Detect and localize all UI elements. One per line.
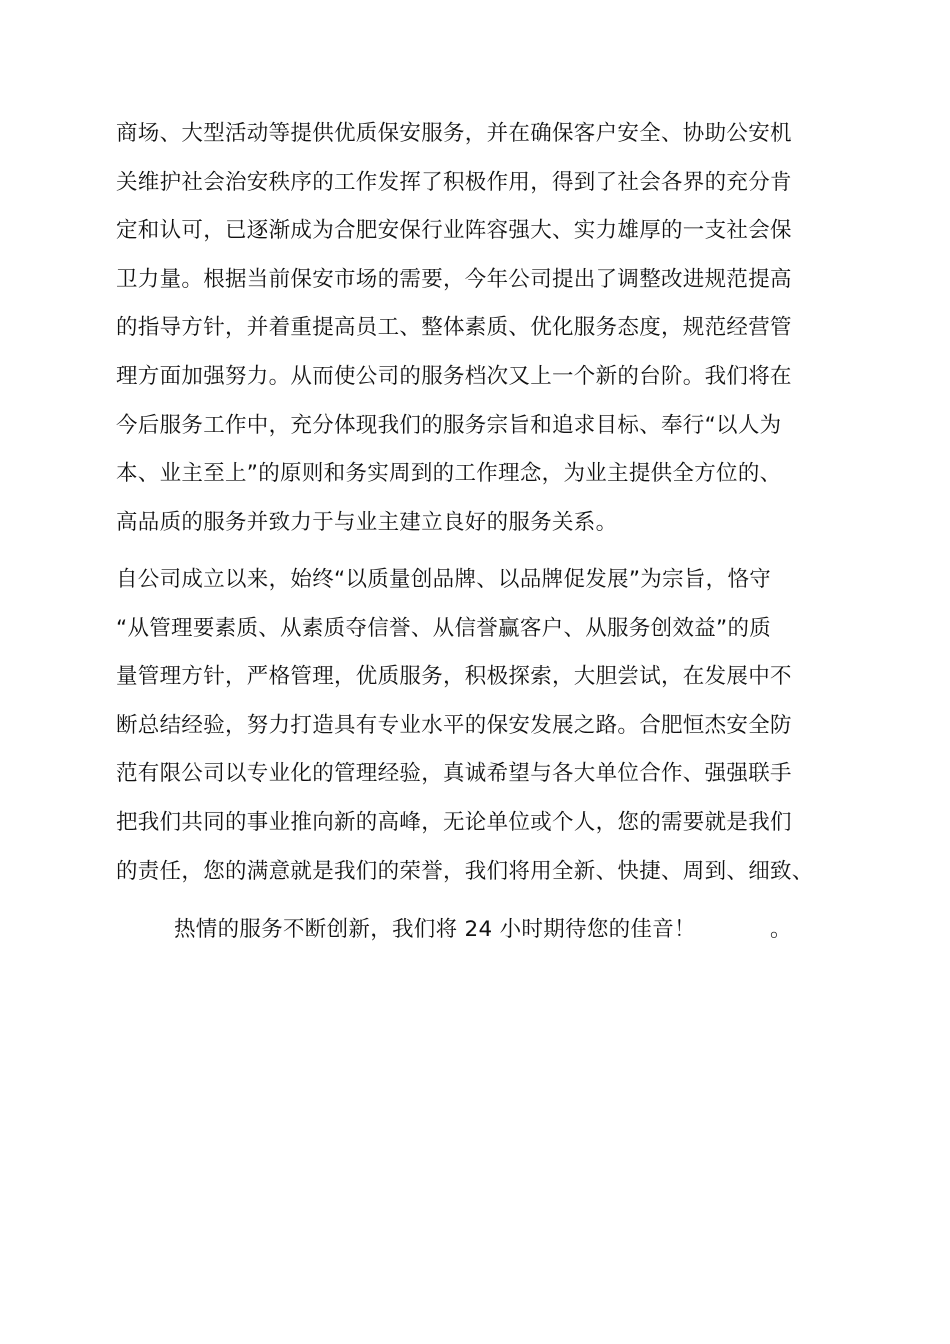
trailing-mark: 。	[770, 917, 792, 942]
paragraph-line: 本、业主至上”的原则和务实周到的工作理念，为业主提供全方位的、	[116, 461, 782, 487]
paragraph-company-services	[116, 110, 856, 547]
paragraph-company-mission	[116, 556, 856, 896]
paragraph-line: 量管理方针，严格管理，优质服务，积极探索，大胆尝试，在发展中不	[116, 664, 792, 690]
paragraph-line: 高品质的服务并致力于与业主建立良好的服务关系。	[116, 509, 618, 535]
paragraph-line: 的指导方针，并着重提高员工、整体素质、优化服务态度，规范经营管	[116, 315, 792, 341]
closing-line: 热情的服务不断创新，我们将 24 小时期待您的佳音！	[174, 917, 696, 942]
paragraph-line: 卫力量。根据当前保安市场的需要，今年公司提出了调整改进规范提高	[116, 266, 792, 292]
paragraph-line: 自公司成立以来，始终“以质量创品牌、以品牌促发展”为宗旨，恪守	[116, 567, 772, 592]
paragraph-line: 的责任，您的满意就是我们的荣誉，我们将用全新、快捷、周到、细致、	[116, 858, 814, 884]
paragraph-line: 范有限公司以专业化的管理经验，真诚希望与各大单位合作、强强联手	[116, 761, 792, 787]
paragraph-line: 商场、大型活动等提供优质保安服务，并在确保客户安全、协助公安机	[116, 121, 792, 146]
paragraph-line: 关维护社会治安秩序的工作发挥了积极作用，得到了社会各界的充分肯	[116, 169, 792, 195]
paragraph-line: 今后服务工作中，充分体现我们的服务宗旨和追求目标、奉行“以人为	[116, 412, 782, 438]
paragraph-line: 定和认可，已逐渐成为合肥安保行业阵容强大、实力雄厚的一支社会保	[116, 218, 792, 244]
paragraph-line: 理方面加强努力。从而使公司的服务档次又上一个新的台阶。我们将在	[116, 363, 792, 389]
paragraph-line: 断总结经验，努力打造具有专业水平的保安发展之路。合肥恒杰安全防	[116, 712, 792, 738]
paragraph-line: “从管理要素质、从素质夺信誉、从信誉赢客户、从服务创效益”的质	[116, 615, 772, 641]
paragraph-line: 把我们共同的事业推向新的高峰，无论单位或个人，您的需要就是我们	[116, 809, 792, 835]
